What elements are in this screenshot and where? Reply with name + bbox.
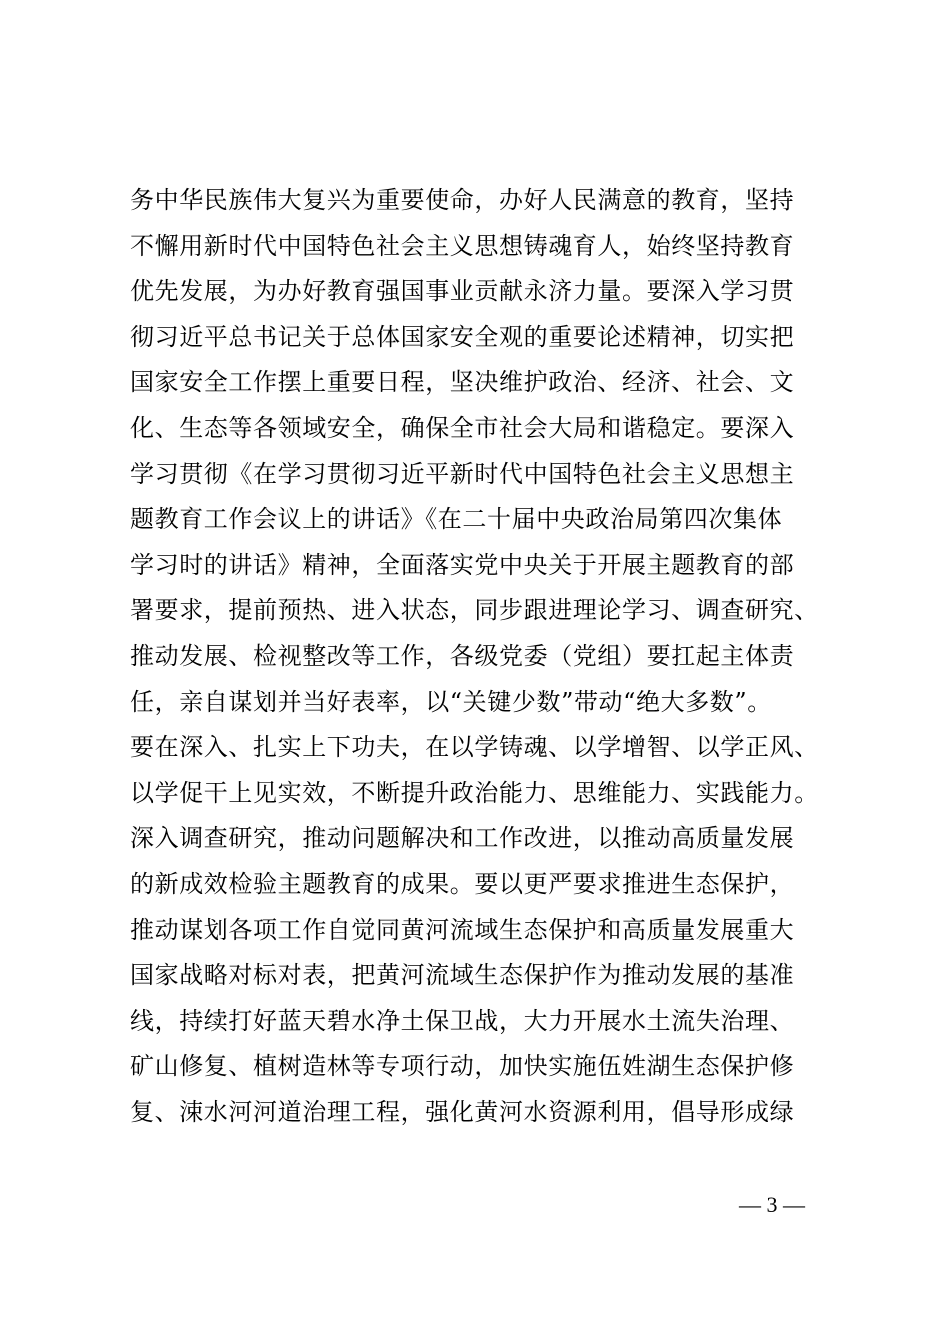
text-line: 矿山修复、植树造林等专项行动，加快实施伍姓湖生态保护修 [130,1052,795,1081]
text-line: 任，亲自谋划并当好表率，以“关键少数”带动“绝大多数”。 [130,687,772,716]
text-line: 深入调查研究，推动问题解决和工作改进，以推动高质量发展 [130,824,795,853]
text-line: 以学促干上见实效，不断提升政治能力、思维能力、实践能力。 [130,778,819,807]
text-line: 不懈用新时代中国特色社会主义思想铸魂育人，始终坚持教育 [130,231,795,260]
text-line: 国家战略对标对表，把黄河流域生态保护作为推动发展的基准 [130,961,795,990]
text-line: 优先发展，为办好教育强国事业贡献永济力量。要深入学习贯 [130,277,795,306]
text-line: 的新成效检验主题教育的成果。要以更严要求推进生态保护， [130,869,795,898]
text-line: 线，持续打好蓝天碧水净土保卫战，大力开展水土流失治理、 [130,1006,795,1035]
text-line: 复、涑水河河道治理工程，强化黄河水资源利用，倡导形成绿 [130,1097,795,1126]
text-line: 要在深入、扎实上下功夫，在以学铸魂、以学增智、以学正风、 [130,733,819,762]
text-line: 国家安全工作摆上重要日程，坚决维护政治、经济、社会、文 [130,368,795,397]
text-line: 彻习近平总书记关于总体国家安全观的重要论述精神，切实把 [130,322,795,351]
page-number: — 3 — [739,1192,805,1217]
text-line: 化、生态等各领域安全，确保全市社会大局和谐稳定。要深入 [130,413,795,442]
text-line: 推动谋划各项工作自觉同黄河流域生态保护和高质量发展重大 [130,915,795,944]
text-line: 题教育工作会议上的讲话》《在二十届中央政治局第四次集体 [130,505,783,534]
text-line: 务中华民族伟大复兴为重要使命，办好人民满意的教育，坚持 [130,186,795,214]
text-line: 署要求，提前预热、进入状态，同步跟进理论学习、调查研究、 [130,596,819,625]
text-line: 推动发展、检视整改等工作，各级党委（党组）要扛起主体责 [130,641,795,670]
text-line: 学习时的讲话》精神，全面落实党中央关于开展主题教育的部 [130,550,795,579]
body-text [130,178,830,1135]
text-line: 学习贯彻《在学习贯彻习近平新时代中国特色社会主义思想主 [130,459,795,488]
